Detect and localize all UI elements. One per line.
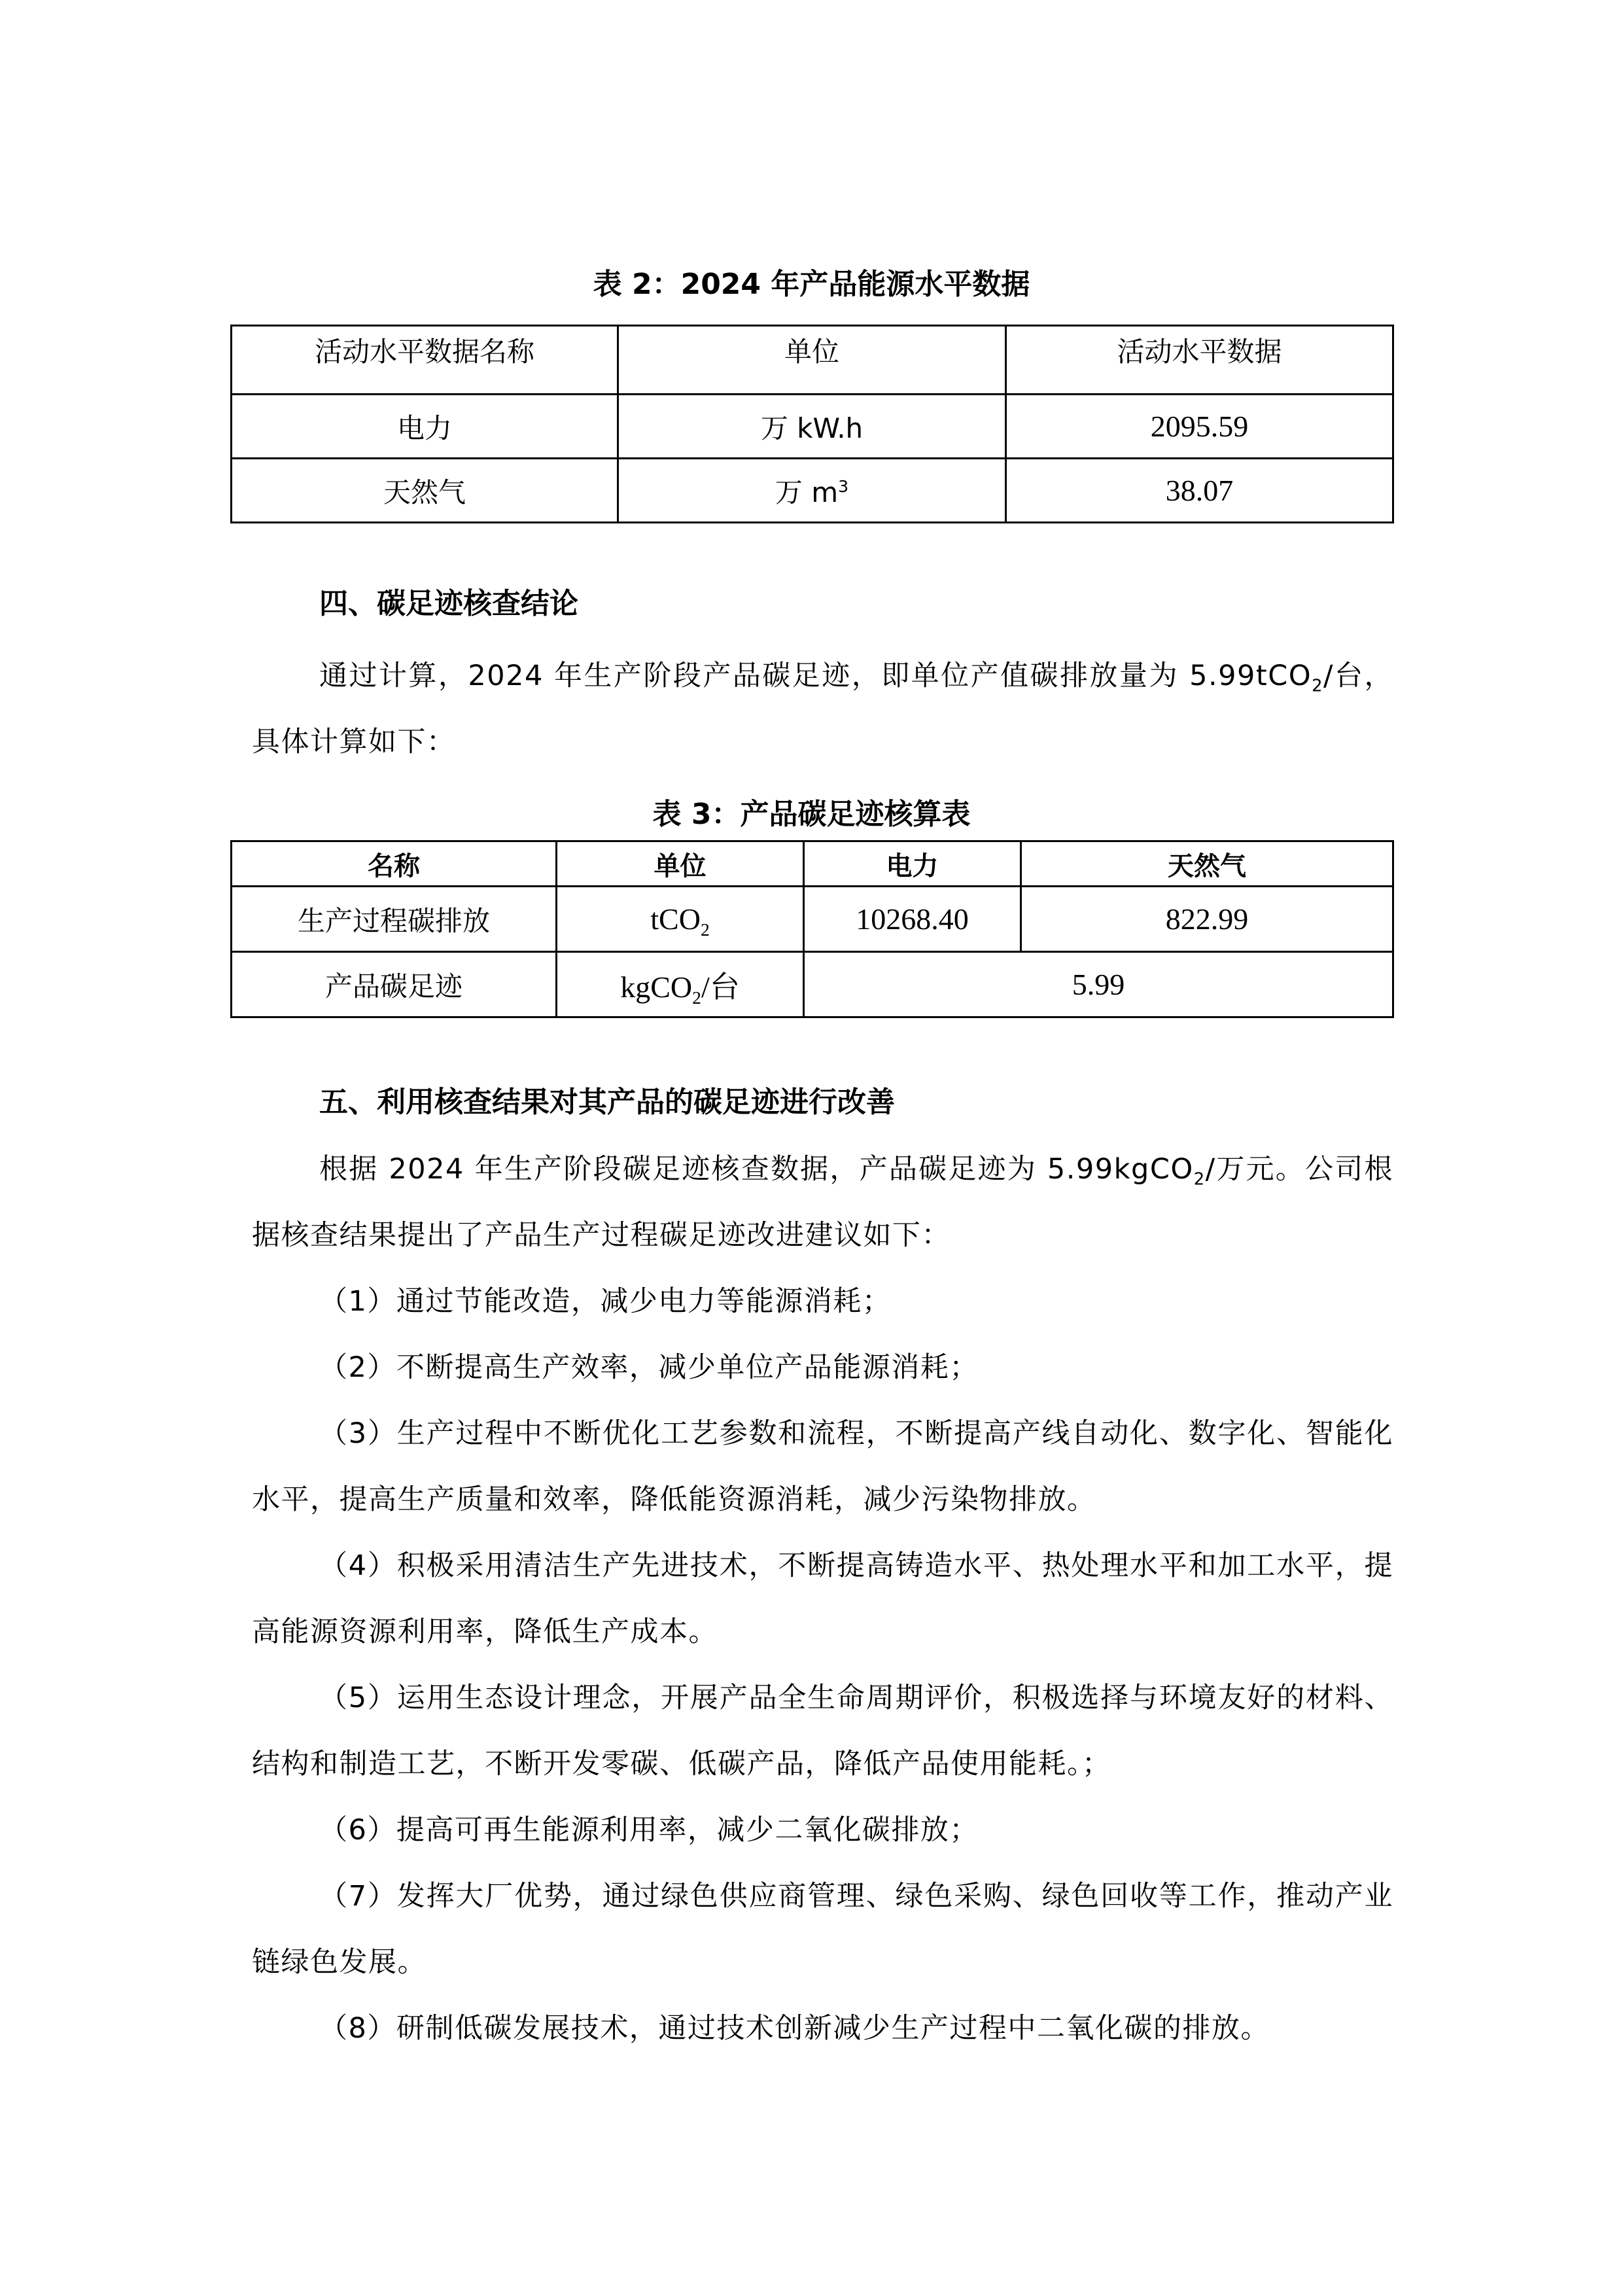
table-row bbox=[232, 887, 1393, 952]
section5-heading: 五、利用核查结果对其产品的碳足迹进行改善 bbox=[319, 1086, 895, 1119]
unit-text: 万 kW.h bbox=[760, 412, 864, 444]
table-row bbox=[232, 395, 1393, 459]
activity-value-cell: 38.07 bbox=[1006, 459, 1393, 523]
activity-name-cell: 电力 bbox=[232, 395, 618, 459]
suggestion-item-8: （8）研制低碳发展技术，通过技术创新减少生产过程中二氧化碳的排放。 bbox=[319, 2012, 1270, 2045]
energy-data-table bbox=[230, 325, 1394, 523]
unit-superscript: 3 bbox=[838, 476, 849, 496]
unit-cell bbox=[557, 887, 804, 952]
header-cell: 单位 bbox=[618, 326, 1006, 395]
unit-text: 万 m bbox=[775, 476, 839, 508]
suggestion-item-5: （5）运用生态设计理念，开展产品全生命周期评价，积极选择与环境友好的材料、结构和制造工艺，不断开发零碳、低碳产品，降低产品使用能耗。； bbox=[252, 1682, 1393, 1780]
suggestion-item-4: （4）积极采用清洁生产先进技术，不断提高铸造水平、热处理水平和加工水平，提高能源资源利用率，降低生产成本。 bbox=[252, 1549, 1393, 1648]
activity-value-cell: 2095.59 bbox=[1006, 395, 1393, 459]
table-header-row bbox=[232, 326, 1393, 395]
electricity-value-cell: 10268.40 bbox=[804, 887, 1021, 952]
natural-gas-value-cell: 822.99 bbox=[1021, 887, 1393, 952]
header-cell: 电力 bbox=[804, 841, 1021, 887]
table-row bbox=[232, 952, 1393, 1017]
subscript: 2 bbox=[1193, 1169, 1206, 1190]
paragraph-text: /台，具体计算如下： bbox=[252, 660, 1393, 758]
unit-text: tCO bbox=[650, 902, 701, 936]
table2-caption: 表 2：2024 年产品能源水平数据 bbox=[593, 268, 1030, 301]
activity-name-cell: 天然气 bbox=[232, 459, 618, 523]
paragraph-text: 根据 2024 年生产阶段碳足迹核查数据，产品碳足迹为 5.99kgCO bbox=[319, 1153, 1194, 1186]
header-cell: 活动水平数据 bbox=[1006, 326, 1393, 395]
unit-suffix: /台 bbox=[701, 970, 740, 1004]
section5-intro bbox=[252, 1137, 1393, 1269]
name-cell: 产品碳足迹 bbox=[232, 952, 557, 1017]
suggestion-item-7: （7）发挥大厂优势，通过绿色供应商管理、绿色采购、绿色回收等工作，推动产业链绿色发展。 bbox=[252, 1880, 1393, 1979]
table3-caption: 表 3：产品碳足迹核算表 bbox=[652, 798, 971, 831]
header-cell: 单位 bbox=[557, 841, 804, 887]
unit-text: kgCO bbox=[620, 970, 693, 1004]
suggestion-item-1: （1）通过节能改造，减少电力等能源消耗； bbox=[319, 1285, 892, 1318]
header-cell: 天然气 bbox=[1021, 841, 1393, 887]
unit-subscript: 2 bbox=[700, 919, 710, 940]
suggestion-item-2: （2）不断提高生产效率，减少单位产品能源消耗； bbox=[319, 1351, 979, 1384]
header-cell: 名称 bbox=[232, 841, 557, 887]
suggestion-item-6: （6）提高可再生能源利用率，减少二氧化碳排放； bbox=[319, 1814, 979, 1846]
paragraph-text: /万元。公司根据核查结果提出了产品生产过程碳足迹改进建议如下： bbox=[252, 1153, 1393, 1252]
table-header-row bbox=[232, 841, 1393, 887]
header-cell: 活动水平数据名称 bbox=[232, 326, 618, 395]
unit-subscript: 2 bbox=[692, 987, 701, 1008]
table-row bbox=[232, 459, 1393, 523]
subscript: 2 bbox=[1312, 676, 1324, 696]
suggestion-item-3: （3）生产过程中不断优化工艺参数和流程，不断提高产线自动化、数字化、智能化水平，提高生产质量和效率，降低能资源消耗，减少污染物排放。 bbox=[252, 1417, 1393, 1516]
carbon-footprint-table bbox=[230, 840, 1394, 1018]
name-cell: 生产过程碳排放 bbox=[232, 887, 557, 952]
section4-heading: 四、碳足迹核查结论 bbox=[319, 587, 578, 620]
unit-cell bbox=[618, 459, 1006, 523]
footprint-value-cell: 5.99 bbox=[804, 952, 1393, 1017]
paragraph-text: 通过计算，2024 年生产阶段产品碳足迹，即单位产值碳排放量为 5.99tCO bbox=[319, 660, 1312, 692]
section4-paragraph bbox=[252, 643, 1393, 775]
unit-cell bbox=[618, 395, 1006, 459]
unit-cell bbox=[557, 952, 804, 1017]
